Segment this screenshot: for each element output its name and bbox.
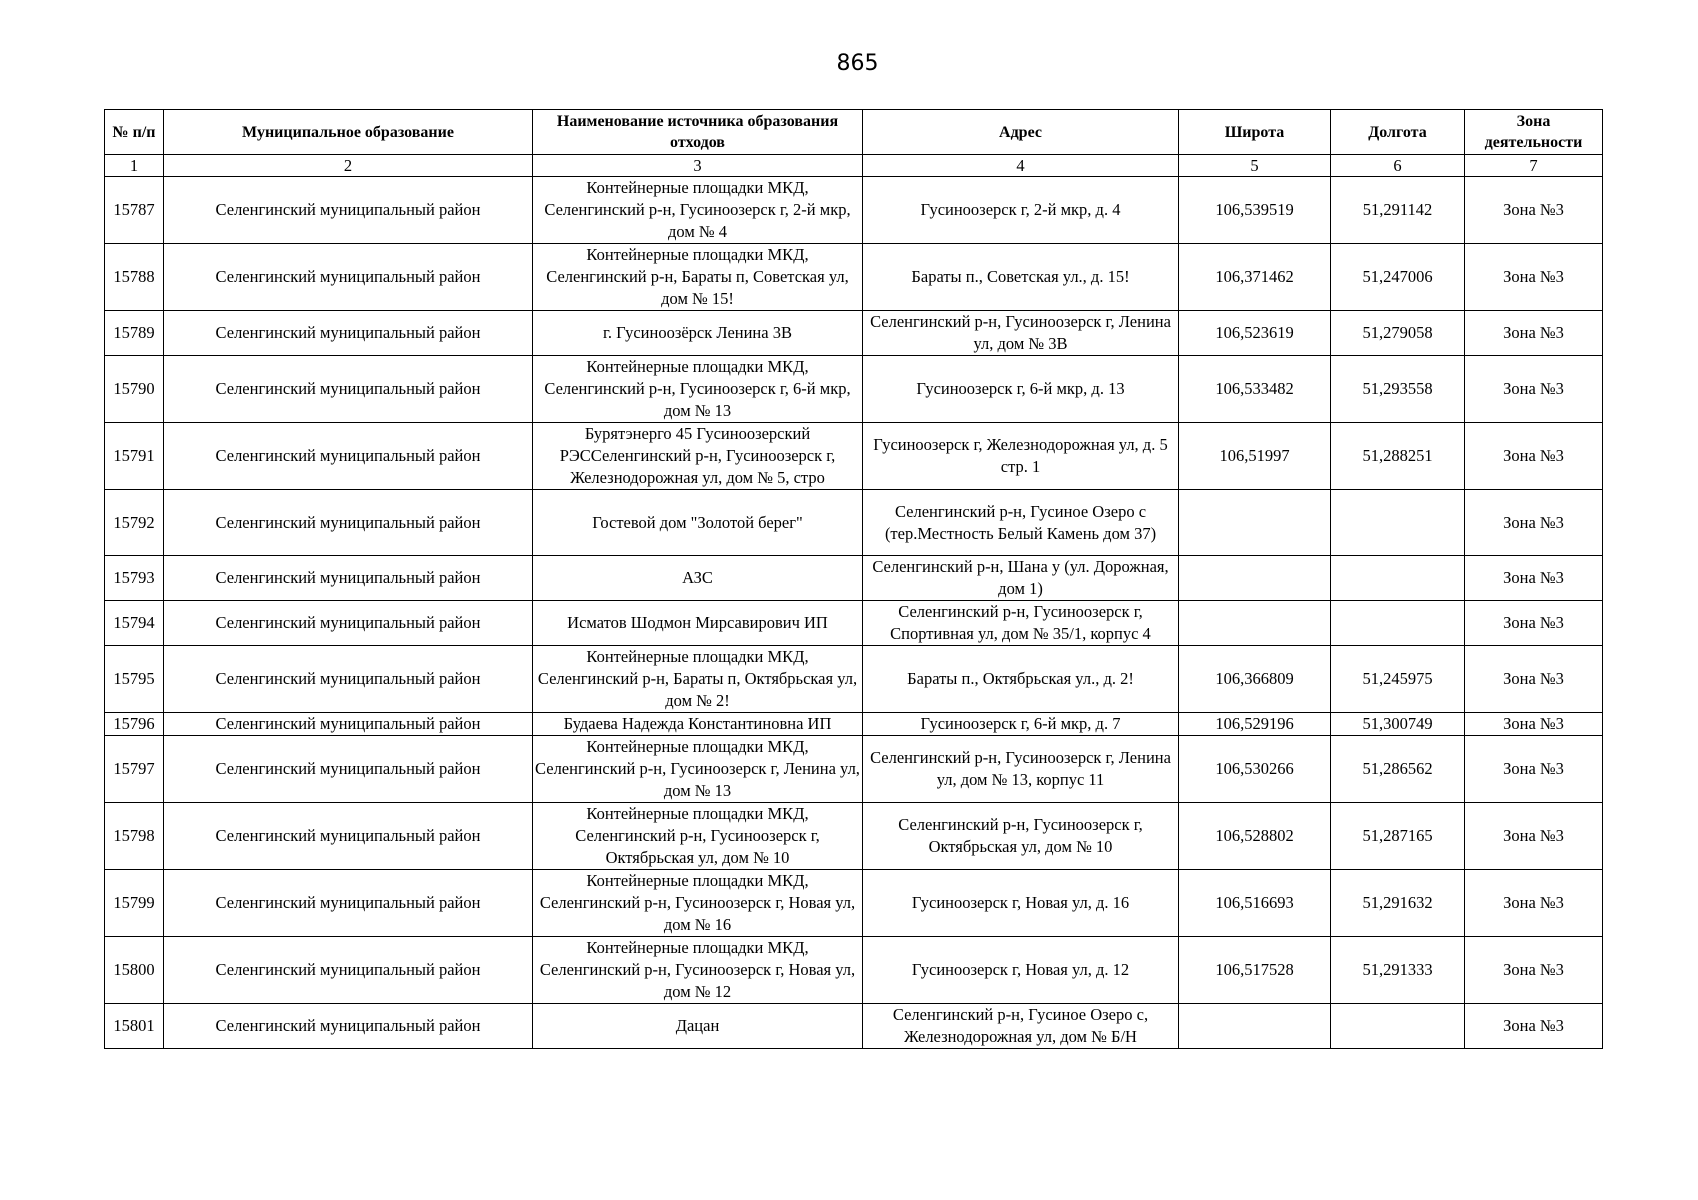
row-longitude: 51,291142 — [1331, 177, 1465, 244]
row-address: Селенгинский р-н, Гусиное Озеро с, Железнодорожная ул, дом № Б/Н — [863, 1004, 1179, 1049]
row-latitude — [1179, 1004, 1331, 1049]
row-source: Бурятэнерго 45 Гусиноозерский РЭССеленгинский р-н, Гусиноозерск г, Железнодорожная ул, дом № 5, стро — [533, 423, 863, 490]
table-row — [105, 646, 1603, 713]
row-id: 15787 — [105, 177, 164, 244]
row-zone: Зона №3 — [1465, 423, 1603, 490]
header-latitude: Широта — [1179, 110, 1331, 155]
table-row — [105, 937, 1603, 1004]
row-latitude: 106,539519 — [1179, 177, 1331, 244]
row-zone: Зона №3 — [1465, 490, 1603, 556]
header-address: Адрес — [863, 110, 1179, 155]
row-municipality: Селенгинский муниципальный район — [164, 490, 533, 556]
row-id: 15798 — [105, 803, 164, 870]
row-latitude: 106,530266 — [1179, 736, 1331, 803]
row-municipality: Селенгинский муниципальный район — [164, 423, 533, 490]
table-row — [105, 490, 1603, 556]
row-address: Селенгинский р-н, Гусиное Озеро с (тер.Местность Белый Камень дом 37) — [863, 490, 1179, 556]
row-latitude — [1179, 601, 1331, 646]
header-number: № п/п — [105, 110, 164, 155]
row-longitude: 51,286562 — [1331, 736, 1465, 803]
row-municipality: Селенгинский муниципальный район — [164, 1004, 533, 1049]
header-zone: Зона деятельности — [1465, 110, 1603, 155]
column-number: 7 — [1465, 155, 1603, 177]
row-municipality: Селенгинский муниципальный район — [164, 870, 533, 937]
table-row — [105, 713, 1603, 736]
row-source: Контейнерные площадки МКД, Селенгинский р-н, Гусиноозерск г, Ленина ул, дом № 13 — [533, 736, 863, 803]
row-address: Селенгинский р-н, Гусиноозерск г, Ленина ул, дом № 13, корпус 11 — [863, 736, 1179, 803]
row-zone: Зона №3 — [1465, 1004, 1603, 1049]
row-zone: Зона №3 — [1465, 601, 1603, 646]
row-zone: Зона №3 — [1465, 556, 1603, 601]
row-id: 15797 — [105, 736, 164, 803]
row-longitude: 51,287165 — [1331, 803, 1465, 870]
row-id: 15800 — [105, 937, 164, 1004]
row-address: Гусиноозерск г, 6-й мкр, д. 13 — [863, 356, 1179, 423]
column-number: 3 — [533, 155, 863, 177]
table-row — [105, 423, 1603, 490]
row-municipality: Селенгинский муниципальный район — [164, 244, 533, 311]
row-address: Гусиноозерск г, 2-й мкр, д. 4 — [863, 177, 1179, 244]
row-source: г. Гусиноозёрск Ленина 3В — [533, 311, 863, 356]
page-number: 865 — [836, 51, 879, 76]
row-address: Гусиноозерск г, Новая ул, д. 16 — [863, 870, 1179, 937]
row-latitude: 106,528802 — [1179, 803, 1331, 870]
column-number: 6 — [1331, 155, 1465, 177]
row-id: 15799 — [105, 870, 164, 937]
row-latitude: 106,51997 — [1179, 423, 1331, 490]
row-id: 15793 — [105, 556, 164, 601]
row-address: Селенгинский р-н, Шана у (ул. Дорожная, дом 1) — [863, 556, 1179, 601]
row-address: Селенгинский р-н, Гусиноозерск г, Ленина ул, дом № 3В — [863, 311, 1179, 356]
row-source: Контейнерные площадки МКД, Селенгинский р-н, Гусиноозерск г, 2-й мкр, дом № 4 — [533, 177, 863, 244]
row-source: Гостевой дом "Золотой берег" — [533, 490, 863, 556]
column-number-row — [105, 155, 1603, 177]
table-row — [105, 244, 1603, 311]
row-id: 15788 — [105, 244, 164, 311]
row-municipality: Селенгинский муниципальный район — [164, 713, 533, 736]
row-id: 15796 — [105, 713, 164, 736]
row-id: 15789 — [105, 311, 164, 356]
row-address: Бараты п., Октябрьская ул., д. 2! — [863, 646, 1179, 713]
row-municipality: Селенгинский муниципальный район — [164, 736, 533, 803]
row-zone: Зона №3 — [1465, 803, 1603, 870]
row-longitude: 51,247006 — [1331, 244, 1465, 311]
row-zone: Зона №3 — [1465, 937, 1603, 1004]
row-longitude — [1331, 601, 1465, 646]
table-row — [105, 177, 1603, 244]
column-number: 4 — [863, 155, 1179, 177]
table-header-row — [105, 110, 1603, 155]
row-latitude: 106,517528 — [1179, 937, 1331, 1004]
column-number: 1 — [105, 155, 164, 177]
row-source: Дацан — [533, 1004, 863, 1049]
row-latitude: 106,371462 — [1179, 244, 1331, 311]
row-source: Контейнерные площадки МКД, Селенгинский р-н, Бараты п, Советская ул, дом № 15! — [533, 244, 863, 311]
table-row — [105, 803, 1603, 870]
row-latitude: 106,533482 — [1179, 356, 1331, 423]
row-longitude: 51,293558 — [1331, 356, 1465, 423]
row-municipality: Селенгинский муниципальный район — [164, 803, 533, 870]
header-source: Наименование источника образования отходов — [533, 110, 863, 155]
row-longitude: 51,245975 — [1331, 646, 1465, 713]
row-longitude: 51,300749 — [1331, 713, 1465, 736]
table-row — [105, 1004, 1603, 1049]
table-row — [105, 601, 1603, 646]
row-zone: Зона №3 — [1465, 870, 1603, 937]
row-zone: Зона №3 — [1465, 736, 1603, 803]
row-longitude: 51,291333 — [1331, 937, 1465, 1004]
row-longitude — [1331, 556, 1465, 601]
row-source: АЗС — [533, 556, 863, 601]
table-row — [105, 311, 1603, 356]
row-longitude — [1331, 490, 1465, 556]
row-zone: Зона №3 — [1465, 311, 1603, 356]
row-id: 15792 — [105, 490, 164, 556]
row-id: 15801 — [105, 1004, 164, 1049]
row-municipality: Селенгинский муниципальный район — [164, 356, 533, 423]
row-address: Гусиноозерск г, Железнодорожная ул, д. 5 стр. 1 — [863, 423, 1179, 490]
row-address: Гусиноозерск г, Новая ул, д. 12 — [863, 937, 1179, 1004]
row-latitude: 106,529196 — [1179, 713, 1331, 736]
row-source: Контейнерные площадки МКД, Селенгинский р-н, Бараты п, Октябрьская ул, дом № 2! — [533, 646, 863, 713]
header-municipality: Муниципальное образование — [164, 110, 533, 155]
row-longitude: 51,279058 — [1331, 311, 1465, 356]
row-address: Гусиноозерск г, 6-й мкр, д. 7 — [863, 713, 1179, 736]
column-number: 5 — [1179, 155, 1331, 177]
row-municipality: Селенгинский муниципальный район — [164, 601, 533, 646]
table-row — [105, 356, 1603, 423]
row-address: Бараты п., Советская ул., д. 15! — [863, 244, 1179, 311]
row-zone: Зона №3 — [1465, 244, 1603, 311]
row-municipality: Селенгинский муниципальный район — [164, 556, 533, 601]
row-longitude: 51,291632 — [1331, 870, 1465, 937]
row-id: 15790 — [105, 356, 164, 423]
row-address: Селенгинский р-н, Гусиноозерск г, Спортивная ул, дом № 35/1, корпус 4 — [863, 601, 1179, 646]
row-zone: Зона №3 — [1465, 356, 1603, 423]
column-number: 2 — [164, 155, 533, 177]
row-id: 15791 — [105, 423, 164, 490]
row-id: 15794 — [105, 601, 164, 646]
header-longitude: Долгота — [1331, 110, 1465, 155]
row-longitude: 51,288251 — [1331, 423, 1465, 490]
table-row — [105, 736, 1603, 803]
row-address: Селенгинский р-н, Гусиноозерск г, Октябрьская ул, дом № 10 — [863, 803, 1179, 870]
table-row — [105, 556, 1603, 601]
row-zone: Зона №3 — [1465, 177, 1603, 244]
row-municipality: Селенгинский муниципальный район — [164, 177, 533, 244]
row-latitude — [1179, 556, 1331, 601]
row-source: Исматов Шодмон Мирсавирович ИП — [533, 601, 863, 646]
row-source: Будаева Надежда Константиновна ИП — [533, 713, 863, 736]
row-source: Контейнерные площадки МКД, Селенгинский р-н, Гусиноозерск г, Новая ул, дом № 16 — [533, 870, 863, 937]
table-row — [105, 870, 1603, 937]
row-zone: Зона №3 — [1465, 713, 1603, 736]
row-latitude: 106,366809 — [1179, 646, 1331, 713]
row-longitude — [1331, 1004, 1465, 1049]
row-source: Контейнерные площадки МКД, Селенгинский р-н, Гусиноозерск г, 6-й мкр, дом № 13 — [533, 356, 863, 423]
waste-sources-table — [104, 109, 1603, 1049]
row-id: 15795 — [105, 646, 164, 713]
row-municipality: Селенгинский муниципальный район — [164, 311, 533, 356]
row-latitude: 106,523619 — [1179, 311, 1331, 356]
row-municipality: Селенгинский муниципальный район — [164, 937, 533, 1004]
row-source: Контейнерные площадки МКД, Селенгинский р-н, Гусиноозерск г, Октябрьская ул, дом № 10 — [533, 803, 863, 870]
row-municipality: Селенгинский муниципальный район — [164, 646, 533, 713]
row-zone: Зона №3 — [1465, 646, 1603, 713]
row-latitude: 106,516693 — [1179, 870, 1331, 937]
row-source: Контейнерные площадки МКД, Селенгинский р-н, Гусиноозерск г, Новая ул, дом № 12 — [533, 937, 863, 1004]
row-latitude — [1179, 490, 1331, 556]
